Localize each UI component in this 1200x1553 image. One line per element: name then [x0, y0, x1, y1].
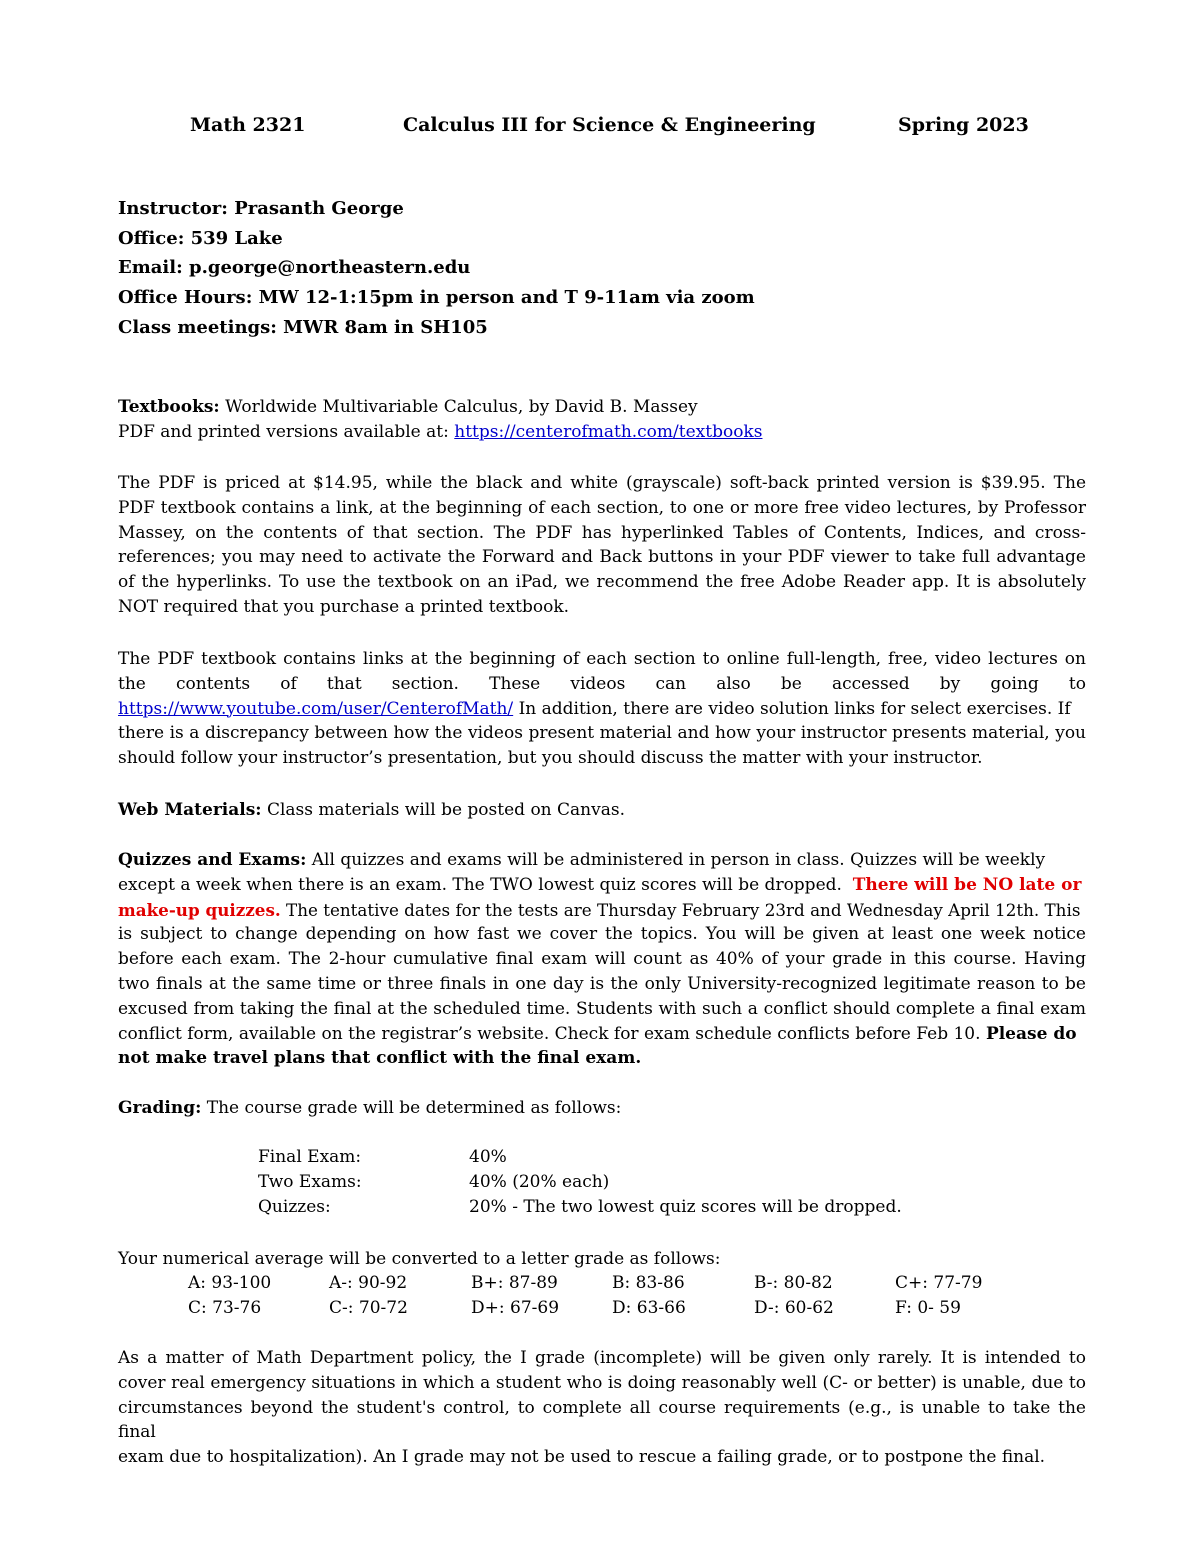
scale-cell: D-: 60-62: [754, 1297, 834, 1318]
web-materials-line: [118, 798, 1086, 823]
quizzes-line: [118, 848, 1086, 873]
pdf-paragraph-line: references; you may need to activate the Forward and Back buttons in your PDF viewer to take full advantage: [118, 547, 1086, 568]
course-number: Math 2321: [190, 114, 306, 136]
video-paragraph-text: In addition, there are video solution links for select exercises. If: [513, 698, 1071, 719]
grade-weight-value: 40%: [469, 1147, 507, 1167]
scale-cell: D+: 67-69: [471, 1297, 560, 1318]
scale-cell: A-: 90-92: [329, 1273, 408, 1293]
scale-cell: C+: 77-79: [895, 1273, 983, 1293]
textbooks-availability-line: [118, 420, 1086, 445]
instructor-name: Instructor: Prasanth George: [118, 198, 404, 219]
instructor-email: Email: p.george@northeastern.edu: [118, 257, 471, 279]
grade-weight-label: Two Exams:: [258, 1171, 362, 1192]
office-hours: Office Hours: MW 12-1:15pm in person and T 9-11am via zoom: [118, 287, 755, 309]
scale-cell: B-: 80-82: [754, 1273, 833, 1293]
scale-intro: [118, 1247, 1086, 1272]
grade-weight-label: Quizzes:: [258, 1196, 331, 1217]
incomplete-policy-line: circumstances beyond the student's control, to complete all course requirements (e.g., is unable to take the final: [118, 1397, 1086, 1443]
quizzes-text: conflict form, available on the registrar’s website. Check for exam schedule conflicts before Feb 10.: [118, 1023, 981, 1044]
scale-intro-text: Your numerical average will be converted to a letter grade as follows:: [118, 1249, 721, 1269]
incomplete-policy: [118, 1346, 1086, 1470]
scale-cell: B: 83-86: [612, 1273, 685, 1293]
quizzes-line: before each exam. The 2-hour cumulative final exam will count as 40% of your grade in this course. Having: [118, 949, 1086, 970]
incomplete-policy-line: exam due to hospitalization). An I grade may not be used to rescue a failing grade, or to postpone the final.: [118, 1447, 1046, 1468]
pdf-paragraph-line: of the hyperlinks. To use the textbook on an iPad, we recommend the free Adobe Reader app. It is absolutely: [118, 572, 1086, 593]
incomplete-policy-line: cover real emergency situations in which a student who is doing reasonably well (C- or better) is unable, due to: [118, 1372, 1086, 1393]
quizzes-line: is subject to change depending on how fast we cover the topics. You will be given at least one week notice: [118, 924, 1086, 945]
grading-label: Grading:: [118, 1098, 202, 1118]
travel-warning: Please do: [985, 1023, 1077, 1044]
course-title: Calculus III for Science & Engineering: [403, 114, 816, 136]
no-makeup-quizzes-warning: make-up quizzes.: [118, 899, 281, 920]
pdf-paragraph-line: Massey, on the contents of that section. The PDF has hyperlinked Tables of Contents, Indices, and cross-: [118, 522, 1086, 543]
textbooks-link[interactable]: https://centerofmath.com/textbooks: [454, 421, 763, 442]
course-term: Spring 2023: [898, 114, 1029, 136]
quizzes-label: Quizzes and Exams:: [118, 850, 307, 870]
grading-text: The course grade will be determined as follows:: [201, 1098, 622, 1118]
scale-cell: B+: 87-89: [471, 1273, 558, 1293]
document-header: [118, 114, 1086, 142]
textbooks-section: [118, 395, 1086, 445]
quizzes-exams-section: [118, 848, 1086, 1071]
quizzes-text: The tentative dates for the tests are Thursday February 23rd and Wednesday April 12th. This: [280, 899, 1081, 920]
youtube-link[interactable]: https://www.youtube.com/user/CenterofMath/: [118, 698, 514, 719]
quizzes-text: except a week when there is an exam. The TWO lowest quiz scores will be dropped.: [118, 874, 842, 895]
scale-cell: C-: 70-72: [329, 1297, 408, 1318]
textbooks-line: [118, 395, 1086, 420]
quizzes-line: [118, 1046, 1086, 1071]
video-paragraph: [118, 647, 1086, 771]
instructor-info: [118, 194, 1086, 343]
web-materials-text: Class materials will be posted on Canvas.: [261, 800, 625, 820]
grade-weight-value: 40% (20% each): [469, 1171, 610, 1192]
incomplete-policy-line: As a matter of Math Department policy, the I grade (incomplete) will be given only rarely. It is intended to: [118, 1348, 1086, 1368]
quizzes-line: excused from taking the final at the scheduled time. Students with such a conflict should complete a final exam: [118, 998, 1086, 1019]
no-late-quizzes-warning: There will be NO late or: [852, 874, 1082, 895]
travel-warning-cont: not make travel plans that conflict with the final exam.: [118, 1048, 642, 1069]
textbooks-text: Worldwide Multivariable Calculus, by David B. Massey: [219, 397, 698, 417]
grading-line: [118, 1096, 1086, 1121]
office-location: Office: 539 Lake: [118, 227, 283, 249]
grading-section: [118, 1096, 1086, 1121]
video-paragraph-line: there is a discrepancy between how the videos present material and how your instructor presents material, you: [118, 723, 1086, 744]
scale-cell: C: 73-76: [188, 1297, 262, 1318]
pdf-paragraph-line: NOT required that you purchase a printed textbook.: [118, 596, 570, 617]
pdf-paragraph: [118, 471, 1086, 620]
class-meetings: Class meetings: MWR 8am in SH105: [118, 316, 488, 338]
web-materials-section: [118, 798, 1086, 823]
textbooks-availability-text: PDF and printed versions available at:: [118, 421, 455, 442]
scale-cell: D: 63-66: [612, 1297, 686, 1318]
quizzes-text: All quizzes and exams will be administered in person in class. Quizzes will be weekly: [306, 850, 1046, 870]
grade-weight-value: 20% - The two lowest quiz scores will be dropped.: [469, 1196, 902, 1217]
quizzes-line: [118, 1022, 1086, 1047]
quizzes-line: [118, 898, 1086, 923]
quizzes-line: two finals at the same time or three finals in one day is the only University-recognized legitimate reason to be: [118, 973, 1086, 994]
grade-weight-label: Final Exam:: [258, 1147, 362, 1167]
quizzes-line: [118, 873, 1086, 898]
web-materials-label: Web Materials:: [118, 800, 262, 820]
scale-cell: A: 93-100: [188, 1273, 272, 1293]
pdf-paragraph-line: The PDF is priced at $14.95, while the black and white (grayscale) soft-back printed version is $39.95. The: [118, 473, 1086, 493]
textbooks-label: Textbooks:: [118, 397, 220, 417]
video-paragraph-line: the contents of that section. These videos can also be accessed by going to: [118, 673, 1086, 694]
video-paragraph-line: The PDF textbook contains links at the beginning of each section to online full-length, free, video lectures on: [118, 649, 1086, 669]
video-paragraph-line: should follow your instructor’s presentation, but you should discuss the matter with your instructor.: [118, 748, 983, 769]
video-paragraph-link-line: [118, 697, 1086, 722]
pdf-paragraph-line: PDF textbook contains a link, at the beginning of each section, to one or more free video lectures, by Professor: [118, 497, 1086, 518]
scale-cell: F: 0- 59: [895, 1297, 961, 1318]
